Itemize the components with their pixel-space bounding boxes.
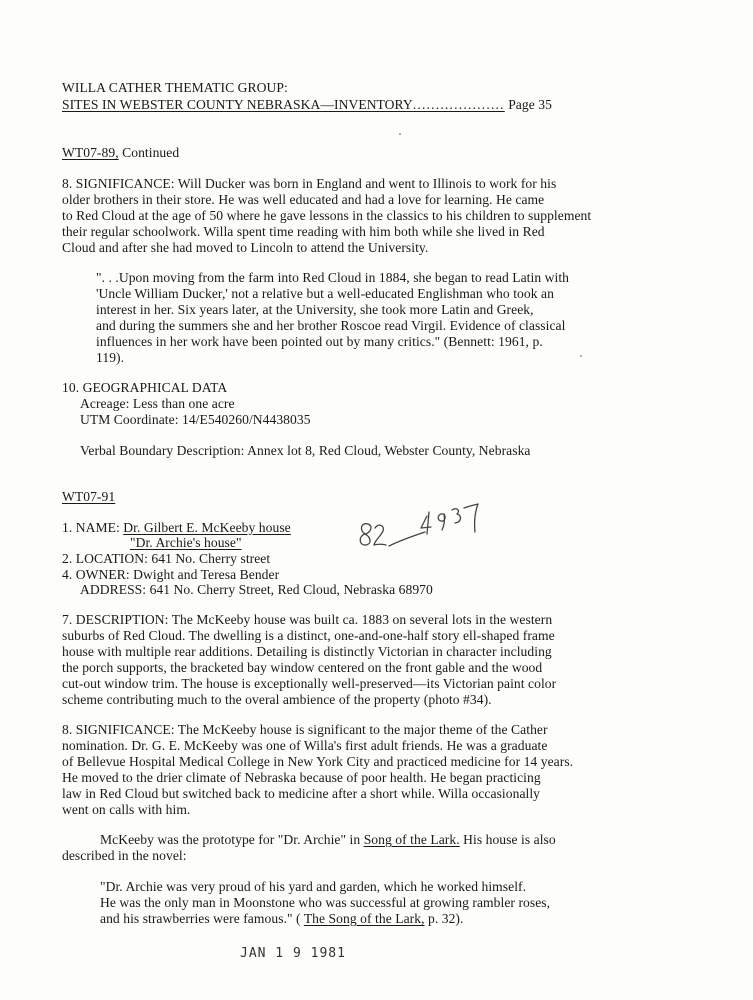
significance-91-line: of Bellevue Hospital Medical College in New York City and practiced medicine for 14 years.	[62, 754, 574, 769]
name-value: Dr. Gilbert E. McKeeby house	[123, 520, 291, 535]
quote-89-line: ". . .Upon moving from the farm into Red Cloud in 1884, she began to read Latin with	[96, 270, 569, 285]
address-field: ADDRESS: 641 No. Cherry Street, Red Cloud, Nebraska 68970	[80, 582, 433, 597]
significance-89-line: 8. SIGNIFICANCE: Will Ducker was born in England and went to Illinois to work for his	[62, 176, 557, 191]
handwritten-reference-note	[355, 498, 495, 568]
geo-acreage: Acreage: Less than one acre	[80, 396, 235, 411]
description-91-line: cut-out window trim. The house is exceptionally well-preserved—its Victorian paint color	[62, 676, 557, 691]
significance-89-line: older brothers in their store. He was well educated and had a love for learning. He came	[62, 192, 545, 207]
prototype-text-end: His house is also	[459, 832, 556, 847]
geo-boundary: Verbal Boundary Description: Annex lot 8, Red Cloud, Webster County, Nebraska	[80, 443, 531, 458]
significance-89-line: their regular schoolwork. Willa spent time reading with him both while she lived in Red	[62, 224, 545, 239]
prototype-paragraph-line1	[100, 832, 556, 848]
description-91-line: the porch supports, the bracketed bay window centered on the front gable and the wood	[62, 660, 543, 675]
owner-field: 4. OWNER: Dwight and Teresa Bender	[62, 567, 280, 582]
location-field: 2. LOCATION: 641 No. Cherry street	[62, 551, 271, 566]
quote-89-line: 'Uncle William Ducker,' not a relative but a well-educated Englishman who took an	[96, 286, 554, 301]
novel-quote-citation: p. 32).	[424, 911, 464, 926]
header-title: WILLA CATHER THEMATIC GROUP:	[62, 80, 288, 95]
header-subtitle	[62, 97, 552, 113]
header-dots: ....................	[412, 97, 505, 112]
name-alt	[130, 535, 242, 551]
novel-quote-text: and his strawberries were famous." (	[100, 911, 304, 926]
significance-91-line: 8. SIGNIFICANCE: The McKeeby house is significant to the major theme of the Cather	[62, 722, 548, 737]
name-field	[62, 520, 291, 536]
section-id-91: WT07-91	[62, 489, 116, 504]
novel-quote-line	[100, 911, 463, 927]
section-heading-91	[62, 489, 115, 505]
scan-speck	[580, 355, 582, 357]
prototype-paragraph-line2: described in the novel:	[62, 848, 187, 863]
received-date-stamp: JAN 1 9 1981	[240, 946, 346, 961]
description-91-line: scheme contributing much to the overal ambience of the property (photo #34).	[62, 692, 492, 707]
section-id: WT07-89,	[62, 145, 119, 160]
significance-91-line: He moved to the drier climate of Nebraska because of poor health. He began practicing	[62, 770, 541, 785]
quote-89-line: 119).	[96, 350, 125, 365]
significance-89-line: to Red Cloud at the age of 50 where he gave lessons in the classics to his children to supplement	[62, 208, 592, 223]
geo-title: 10. GEOGRAPHICAL DATA	[62, 380, 228, 395]
novel-title: Song of the Lark.	[363, 832, 460, 847]
novel-quote-line: "Dr. Archie was very proud of his yard and garden, which he worked himself.	[100, 879, 527, 894]
significance-91-line: nomination. Dr. G. E. McKeeby was one of Willa's first adult friends. He was a graduate	[62, 738, 548, 753]
description-91-line: suburbs of Red Cloud. The dwelling is a distinct, one-and-one-half story ell-shaped frame	[62, 628, 555, 643]
quote-89-line: interest in her. Six years later, at the University, she took more Latin and Greek,	[96, 302, 534, 317]
significance-89-line: Cloud and after she had moved to Lincoln to attend the University.	[62, 240, 429, 255]
quote-89-line: and during the summers she and her brother Roscoe read Virgil. Evidence of classical	[96, 318, 566, 333]
significance-91-line: law in Red Cloud but switched back to medicine after a short while. Willa occasionally	[62, 786, 541, 801]
header-subtitle-text: SITES IN WEBSTER COUNTY NEBRASKA—INVENTORY	[62, 97, 413, 112]
name-alt-text: "Dr. Archie's house"	[130, 535, 242, 550]
prototype-text: McKeeby was the prototype for "Dr. Archie" in	[100, 832, 364, 847]
geo-utm: UTM Coordinate: 14/E540260/N4438035	[80, 412, 311, 427]
page-number: Page 35	[508, 97, 552, 112]
scan-speck	[399, 133, 401, 135]
novel-quote-line: He was the only man in Moonstone who was successful at growing rambler roses,	[100, 895, 551, 910]
quote-89-line: influences in her work have been pointed out by many critics." (Bennett: 1961, p.	[96, 334, 543, 349]
section-continued-label: Continued	[118, 145, 180, 160]
section-heading-continued	[62, 145, 179, 161]
description-91-line: house with multiple rear additions. Detailing is distinctly Victorian in character including	[62, 644, 552, 659]
description-91-line: 7. DESCRIPTION: The McKeeby house was built ca. 1883 on several lots in the western	[62, 612, 553, 627]
novel-quote-title: The Song of the Lark,	[303, 911, 425, 926]
name-label: 1. NAME:	[62, 520, 124, 535]
significance-91-line: went on calls with him.	[62, 802, 191, 817]
